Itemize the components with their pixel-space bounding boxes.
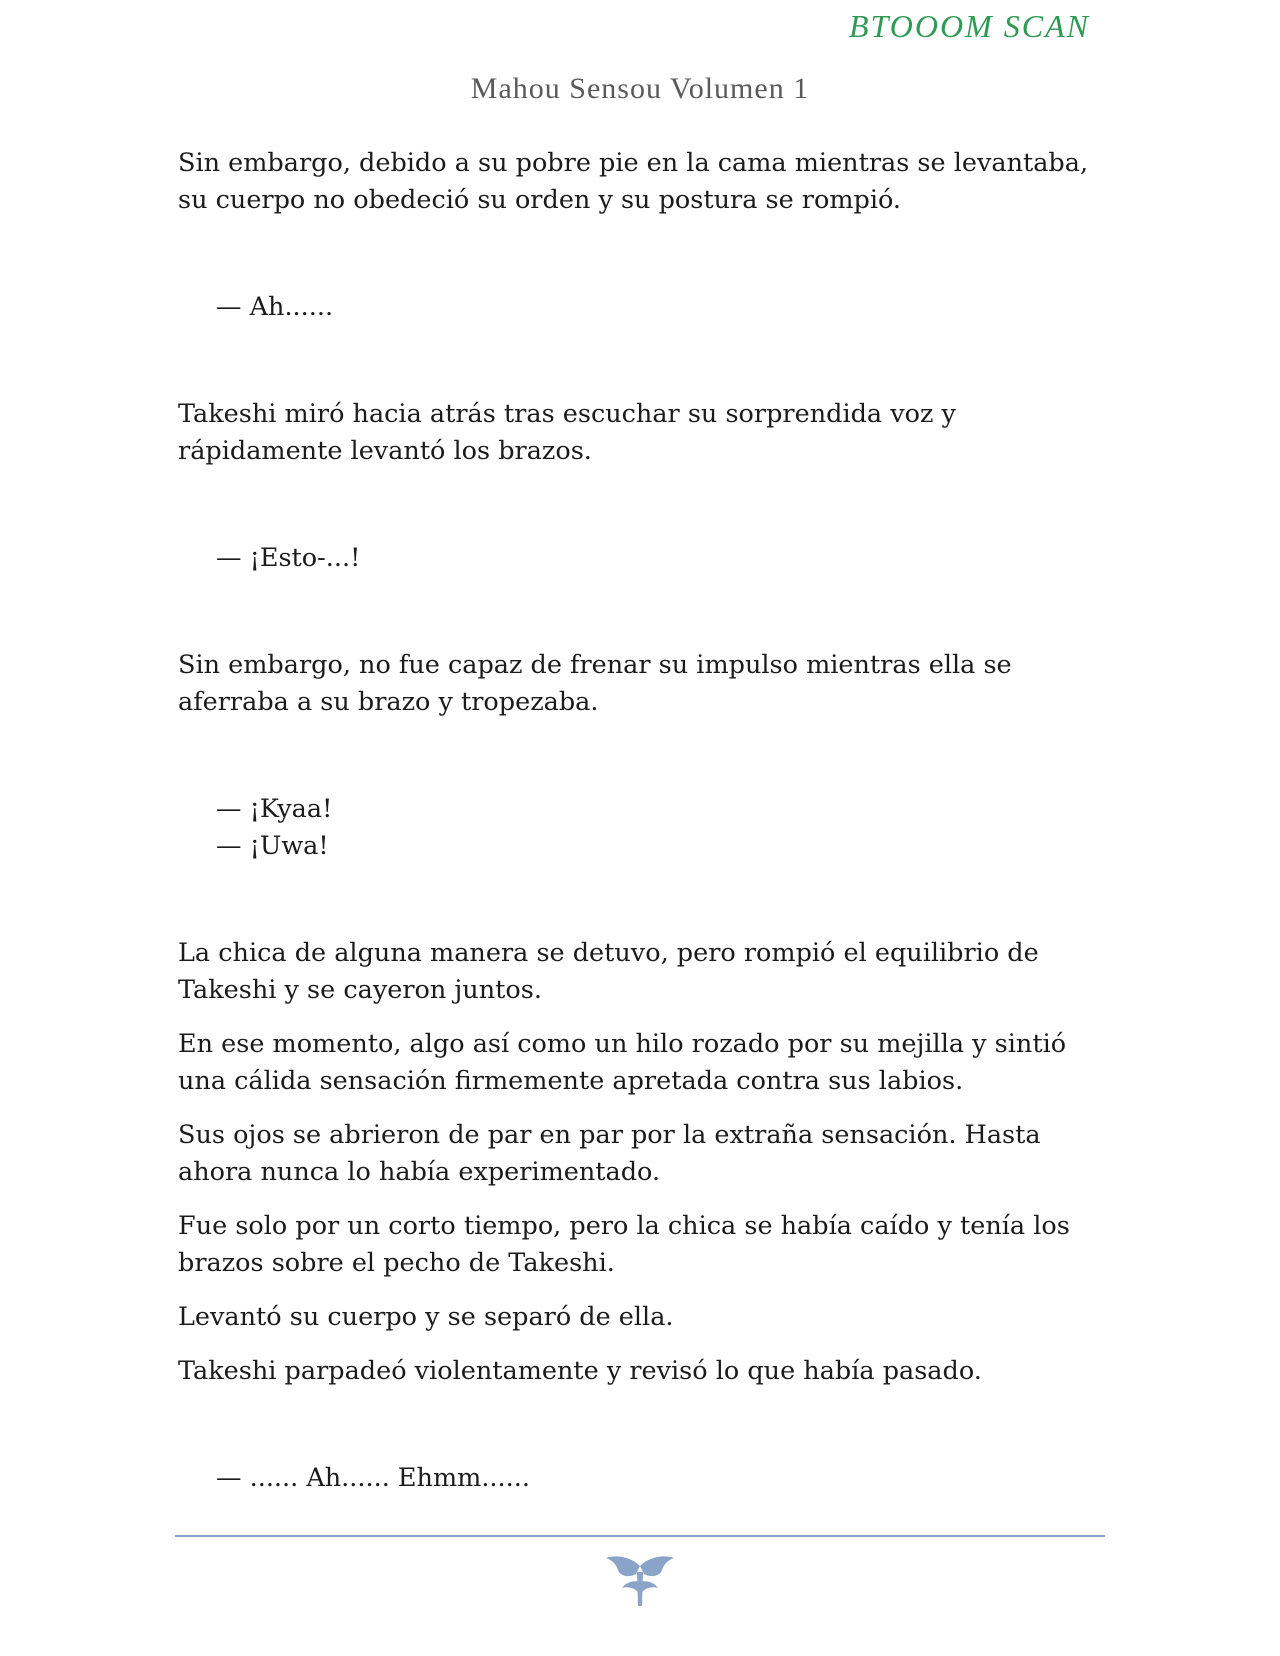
paragraph: En ese momento, algo así como un hilo rozado por su mejilla y sintió una cálida sensación firmemente apretada contra sus labios. <box>178 1029 1067 1096</box>
paragraph: Takeshi parpadeó violentamente y revisó lo que había pasado. <box>178 1356 982 1386</box>
paragraph: Fue solo por un corto tiempo, pero la chica se había caído y tenía los brazos sobre el pecho de Takeshi. <box>178 1211 1070 1278</box>
watermark: BTOOOM SCAN <box>849 8 1090 44</box>
page-header-title: Mahou Sensou Volumen 1 <box>470 72 810 105</box>
dialogue-line: — ...... Ah...... Ehmm...... <box>216 1463 530 1493</box>
paragraph: Sin embargo, debido a su pobre pie en la cama mientras se levantaba, su cuerpo no obedeció su orden y su postura se rompió. <box>178 148 1089 215</box>
dialogue-line: — ¡Uwa! <box>216 831 329 861</box>
paragraph: La chica de alguna manera se detuvo, pero rompió el equilibrio de Takeshi y se cayeron juntos. <box>178 938 1039 1005</box>
fleur-ornament-icon <box>602 1552 678 1608</box>
paragraph: Sus ojos se abrieron de par en par por la extraña sensación. Hasta ahora nunca lo había experimentado. <box>178 1120 1041 1187</box>
dialogue-line: — Ah...... <box>216 292 334 322</box>
dialogue-line: — ¡Esto-...! <box>216 543 361 573</box>
dialogue-line: — ¡Kyaa! <box>216 794 333 824</box>
paragraph: Takeshi miró hacia atrás tras escuchar su sorprendida voz y rápidamente levantó los brazos. <box>178 399 956 466</box>
paragraph: Levantó su cuerpo y se separó de ella. <box>178 1302 674 1332</box>
paragraph: Sin embargo, no fue capaz de frenar su impulso mientras ella se aferraba a su brazo y tropezaba. <box>178 650 1012 717</box>
page-body <box>178 145 1108 1497</box>
footer-divider <box>175 1535 1105 1537</box>
